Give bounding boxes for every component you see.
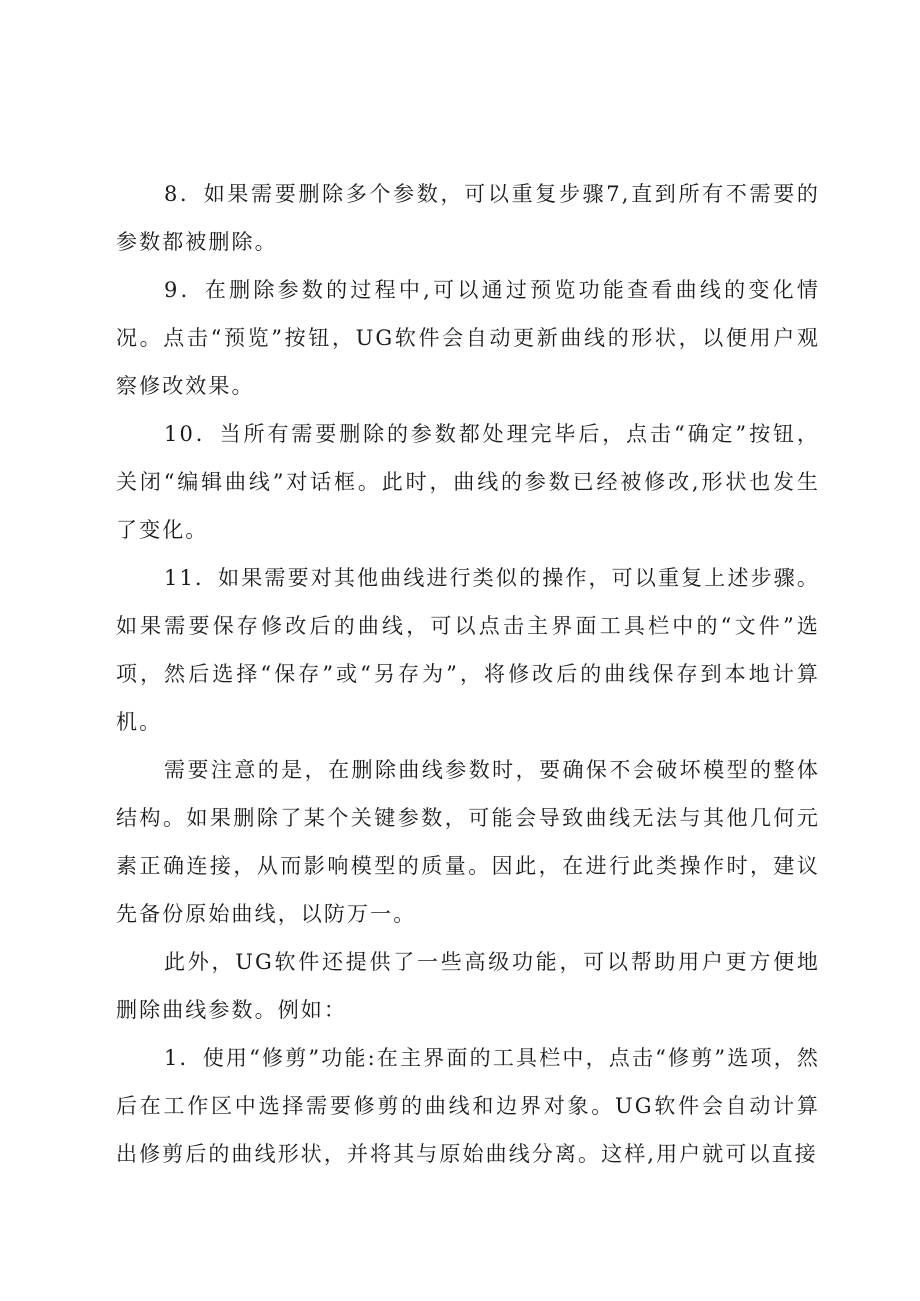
paragraph-step-10: 10．当所有需要删除的参数都处理完毕后，点击“确定”按钮，关闭“编辑曲线”对话框。此时，曲线的参数已经被修改,形状也发生了变化。	[116, 422, 820, 542]
paragraph-advanced-intro: 此外，UG软件还提供了一些高级功能，可以帮助用户更方便地删除曲线参数。例如：	[116, 950, 820, 1022]
paragraph-note: 需要注意的是，在删除曲线参数时，要确保不会破坏模型的整体结构。如果删除了某个关键参数，可能会导致曲线无法与其他几何元素正确连接，从而影响模型的质量。因此，在进行此类操作时，建议先备份原始曲线，以防万一。	[116, 758, 820, 926]
document-body	[116, 170, 820, 1178]
paragraph-trim-feature: 1．使用“修剪”功能:在主界面的工具栏中，点击“修剪”选项，然后在工作区中选择需要修剪的曲线和边界对象。UG软件会自动计算出修剪后的曲线形状，并将其与原始曲线分离。这样,用户就可以直接	[116, 1046, 820, 1166]
paragraph-step-11: 11．如果需要对其他曲线进行类似的操作，可以重复上述步骤。如果需要保存修改后的曲线，可以点击主界面工具栏中的“文件”选项，然后选择“保存”或“另存为”，将修改后的曲线保存到本地计算机。	[116, 566, 820, 734]
paragraph-step-8: 8．如果需要删除多个参数，可以重复步骤7,直到所有不需要的参数都被删除。	[116, 182, 820, 254]
paragraph-step-9: 9．在删除参数的过程中,可以通过预览功能查看曲线的变化情况。点击“预览”按钮，UG软件会自动更新曲线的形状，以便用户观察修改效果。	[116, 278, 820, 398]
